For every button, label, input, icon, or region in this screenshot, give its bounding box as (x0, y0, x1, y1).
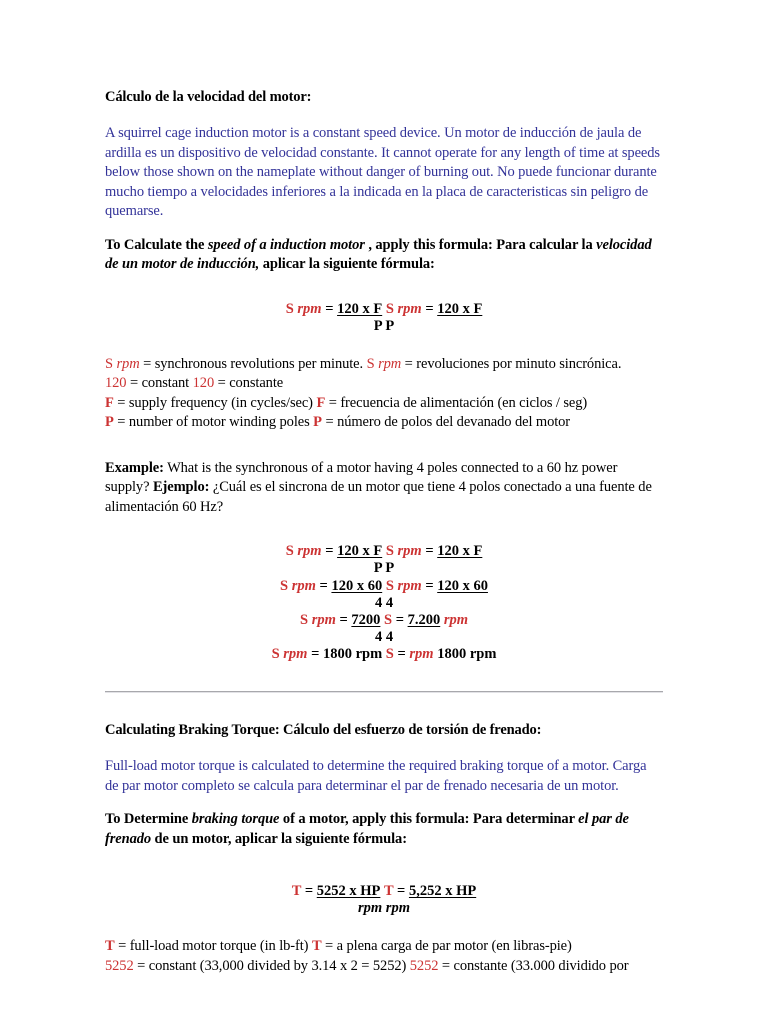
def2-text-en: = full-load motor torque (in lb-ft) (114, 938, 312, 955)
worked-row-4 (105, 646, 663, 663)
section2-title-en: Calculating Braking Torque: (105, 722, 280, 739)
def-unit-es: rpm (378, 355, 402, 372)
worked-row-3: S rpm = 7200 S = 7.200 rpm (299, 611, 469, 628)
section1-definitions (105, 355, 663, 433)
instruction2-italic2: el par de frenado (105, 811, 629, 847)
def-symbol: 120 (105, 375, 127, 392)
worked-numerator-b: 120 x 60 (437, 577, 488, 594)
formula-symbol-s1: S (285, 300, 294, 317)
def-text-en: = supply frequency (in cycles/sec) (113, 394, 317, 411)
example-paragraph (105, 459, 663, 518)
worked-trailing-unit: rpm (443, 611, 469, 628)
torque-numerator2: 5,252 x HP (408, 883, 477, 900)
section2-intro-paragraph: Full-load motor torque is calculated to determine the required braking torque of a motor. Carga de par motor completo se calcula para determinar el par de frenado necesaria de un motor. (105, 758, 647, 794)
torque-equals1: = (301, 883, 317, 900)
def2-text-en: = constant (33,000 divided by 3.14 x 2 = 5252) (133, 957, 410, 974)
definition-row (105, 957, 663, 977)
def-symbol-es: F (316, 394, 326, 411)
worked-symbol-b: S (385, 577, 394, 594)
def-text-en: = number of motor winding poles (113, 414, 314, 431)
worked-denominator-1: P P (373, 560, 395, 577)
instruction-italic2: velocidad de un motor de inducción, (105, 236, 652, 273)
definition-row (105, 394, 663, 414)
worked-unit-b: rpm (397, 577, 422, 594)
worked-unit: rpm (297, 543, 322, 560)
worked-symbol: S (280, 577, 289, 594)
worked-symbol-b: S (385, 646, 394, 662)
worked-result: = 1800 rpm (307, 646, 386, 662)
instruction-italic1: speed of a induction motor (207, 236, 365, 253)
instruction2-part1: To Determine (105, 811, 192, 828)
section2-definitions (105, 937, 663, 976)
worked-numerator: 120 x 60 (331, 577, 383, 594)
definition-row (105, 374, 663, 394)
worked-symbol: S (285, 543, 294, 560)
definition-row (105, 355, 663, 375)
def2-text-es: = constante (33.000 dividido por (438, 957, 629, 974)
torque-numerator1: 5252 x HP (316, 883, 381, 900)
def-symbol: P (105, 414, 114, 431)
formula-numerator2: 120 x F (437, 300, 483, 317)
def2-text-es: = a plena carga de par motor (en libras-pie) (321, 938, 572, 955)
worked-example (105, 543, 663, 663)
def-symbol-es: S (366, 355, 375, 372)
def2-symbol: 5252 (105, 957, 134, 974)
worked-symbol: S (299, 611, 309, 628)
instruction-part3: aplicar la siguiente fórmula: (259, 256, 435, 273)
instruction-part1: To Calculate the (105, 236, 208, 253)
worked-equals-b: = (393, 646, 410, 662)
worked-numerator-b: 7.200 (407, 611, 441, 628)
speed-formula (105, 301, 663, 335)
formula-denominator: P P (373, 317, 395, 334)
formula-symbol-s2: S (385, 300, 394, 317)
worked-symbol-b: S (385, 543, 394, 560)
def-text-es: = constante (214, 375, 284, 392)
definition-row (105, 413, 663, 433)
speed-formula-line (105, 301, 663, 318)
instruction2-part2: of a motor, apply this formula: Para determinar (279, 811, 579, 828)
worked-unit-b: rpm (409, 646, 434, 662)
section1-intro-paragraph: A squirrel cage induction motor is a constant speed device. Un motor de inducción de jaula de ardilla es un dispositivo de velocidad constante. It cannot operate for any length of time at speeds below those shown on the nameplate without danger of burning out. No puede funcionar durante mucho tiempo a velocidades inferiores a la indicada en la placa de caracteristicas sin peligro de quemarse. (105, 125, 660, 220)
def-symbol: F (105, 394, 114, 411)
instruction2-italic1: braking torque (191, 811, 280, 828)
example-text-es: ¿Cuál es el sincrona de un motor que tiene 4 polos conectado a una fuente de alimentación 60 Hz? (105, 479, 652, 515)
def-unit: rpm (116, 355, 140, 372)
torque-symbol-t1: T (291, 883, 302, 900)
formula-numerator1: 120 x F (337, 300, 383, 317)
instruction2-part3: de un motor, aplicar la siguiente fórmula: (151, 830, 407, 847)
worked-unit-b: rpm (397, 543, 422, 560)
def-text-es: = revoluciones por minuto sincrónica. (401, 355, 622, 372)
definition-row (105, 937, 663, 957)
worked-symbol-b: S (384, 611, 393, 628)
worked-result-b: 1800 rpm (433, 646, 497, 662)
def2-symbol-es: T (311, 938, 322, 955)
worked-symbol: S (271, 646, 280, 662)
section2-title-es: Cálculo del esfuerzo de torsión de frenado: (279, 722, 542, 739)
formula-equals2: = (421, 300, 438, 317)
def-symbol: S (105, 355, 113, 372)
def-symbol-es: 120 (192, 375, 215, 392)
def2-symbol: T (105, 938, 115, 955)
def2-symbol-es: 5252 (409, 957, 439, 974)
worked-unit: rpm (291, 577, 316, 594)
section2-instruction (105, 810, 663, 849)
def-text-es: = número de polos del devanado del motor (321, 414, 571, 431)
worked-numerator-b: 120 x F (437, 543, 483, 560)
formula-equals1: = (321, 300, 338, 317)
def-text-es: = frecuencia de alimentación (en ciclos / seg) (325, 394, 588, 411)
torque-equals2: = (393, 883, 409, 900)
section1-title: Cálculo de la velocidad del motor: (105, 89, 312, 105)
torque-formula-line (105, 883, 663, 900)
worked-denominator-3: 4 4 (374, 628, 394, 645)
worked-unit: rpm (311, 611, 336, 628)
instruction-part2: , apply this formula: Para calcular la (364, 236, 597, 253)
worked-row-2: S rpm = 120 x 60 S rpm = 120 x 60 (280, 577, 488, 594)
torque-denominator: rpm rpm (358, 900, 410, 917)
worked-denominator-2: 4 4 (374, 594, 394, 611)
example-text-en: What is the synchronous of a motor having 4 poles connected to a 60 hz power supply? (105, 459, 618, 496)
example-label-en: Example: (105, 459, 164, 476)
torque-symbol-t2: T (384, 883, 394, 900)
worked-row-1: S rpm = 120 x F S rpm = 120 x F (285, 543, 483, 560)
formula-unit-rpm1: rpm (297, 300, 322, 317)
torque-formula (105, 883, 663, 917)
worked-unit: rpm (283, 646, 308, 662)
section2-title (105, 721, 663, 740)
section1-instruction (105, 236, 663, 275)
worked-numerator: 120 x F (337, 543, 383, 560)
def-symbol-es: P (313, 414, 322, 431)
def-text-en: = synchronous revolutions per minute. (139, 355, 367, 372)
worked-numerator: 7200 (351, 611, 381, 628)
def-text-en: = constant (126, 375, 193, 392)
formula-unit-rpm2: rpm (397, 300, 422, 317)
example-label-es: Ejemplo: (152, 479, 210, 496)
